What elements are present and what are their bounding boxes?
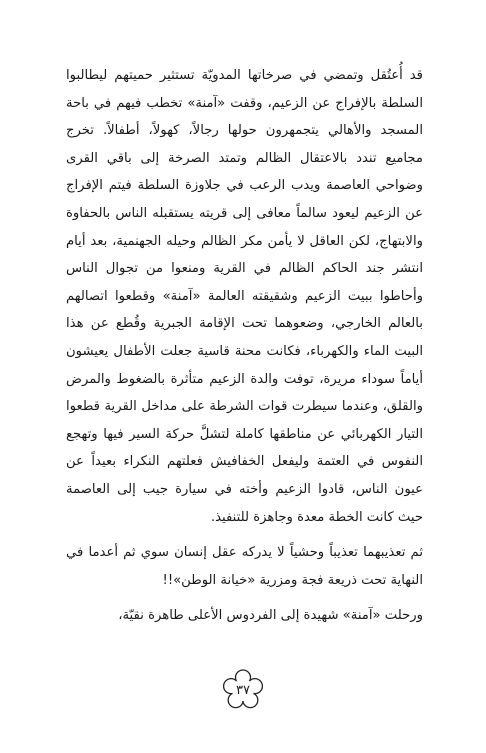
page-number-ornament <box>218 665 268 715</box>
paragraph-2: ثم تعذيبهما تعذيباً وحشياً لا يدركه عقل إنسان سوي ثم أعدما في النهاية تحت ذريعة فجة ومزرية «خيانة الوطن»!! <box>66 545 423 588</box>
paragraph-1: قد أُعتُقل وتمضي في صرخاتها المدويّة تستثير حميتهم ليطالبوا السلطة بالإفراج عن الزعيم، وقفت «آمنة» تخطب فيهم في باحة المسجد والأهالي يتجمهرون حولها رجالاً، كهولاً، أطفالاً. تخرج مجاميع تندد بالاعتقال الظالم وتمتد الصرخة إلى باقي القرى وضواحي العاصمة ويدب الرعب في جلاوزة السلطة فيتم الإفراج عن الزعيم ليعود سالماً معافى إلى قريته يستقبله الناس بالحفاوة والابتهاج، لكن العاقل لا يأمن مكر الظالم وحيله الجهنمية، بعد أيام انتشر جند الحاكم الظالم في القرية ومنعوا من تجوال الناس وأحاطوا ببيت الزعيم وشقيقته العالمة «آمنة» وقطعوا اتصالهم بالعالم الخارجي، وضعوهما تحت الإقامة الجبرية وقُطع عن هذا البيت الماء والكهرباء، فكانت محنة قاسية جعلت الأطفال يعيشون أياماً سوداء مريرة، توفت والدة الزعيم متأثرة بالضغوط والمرض والقلق، وعندما سيطرت قوات الشرطة على مداخل القرية قطعوا التيار الكهربائي عن مناطقها كاملة لتشلَّ حركة السير فيها وتهجع النفوس في العتمة وليفعل الخفافيش فعلتهم النكراء بعيداً عن عيون الناس، قادوا الزعيم وأخته في سيارة جيب إلى العاصمة حيث كانت الخطة معدة وجاهزة للتنفيذ. <box>66 68 423 525</box>
paragraph-3: ورحلت «آمنة» شهيدة إلى الفردوس الأعلى طاهرة نقيّة، <box>118 608 423 624</box>
page-body <box>66 62 423 630</box>
page-number: ٣٧ <box>236 682 250 698</box>
